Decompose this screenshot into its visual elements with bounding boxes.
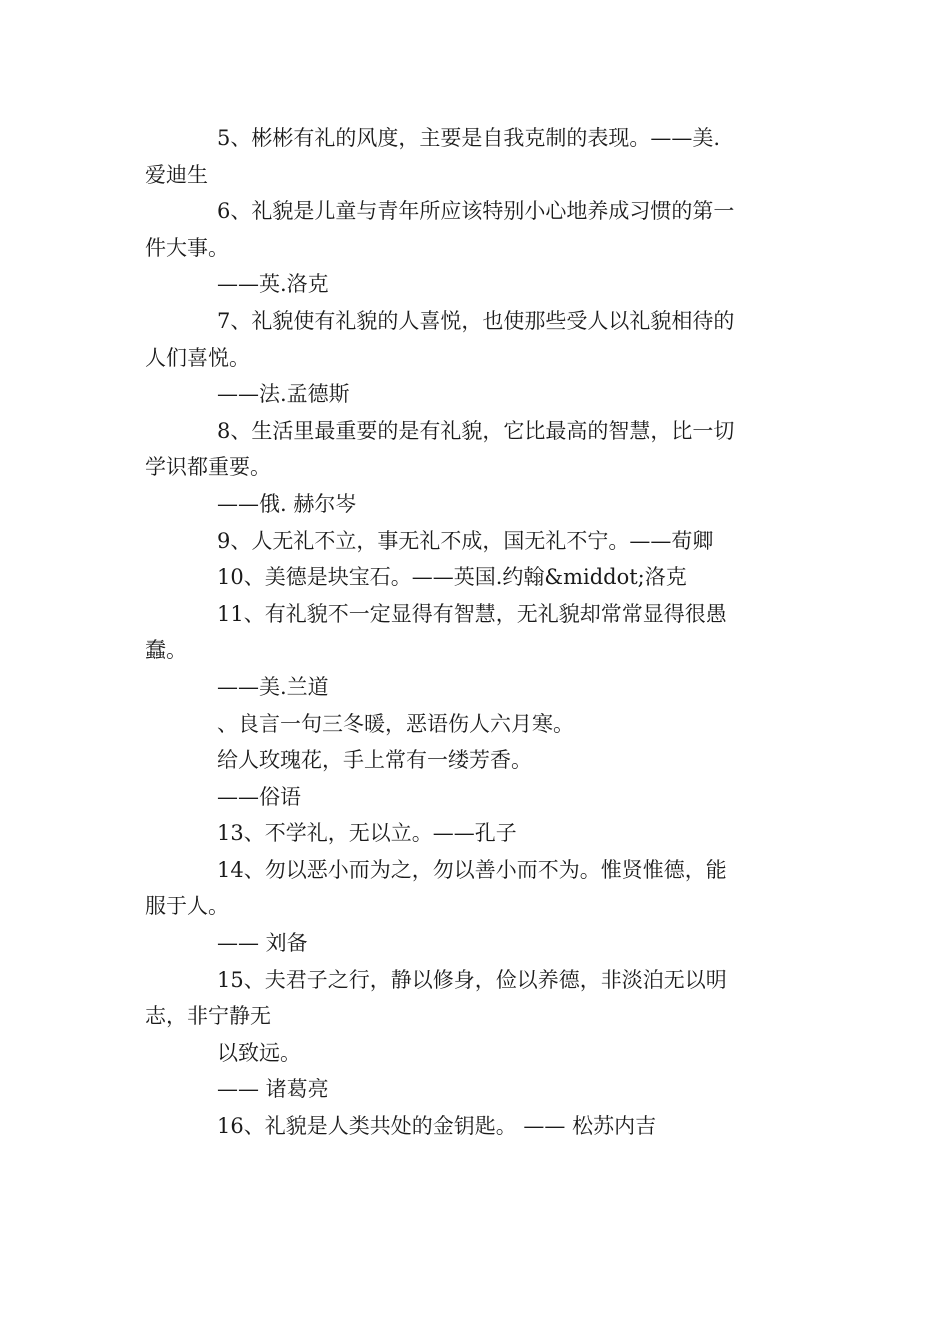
text-line: 8、生活里最重要的是有礼貌，它比最高的智慧，比一切	[217, 418, 735, 443]
text-line: ——美.兰道	[217, 674, 329, 699]
text-line: 、良言一句三冬暖，恶语伤人六月寒。	[217, 711, 574, 736]
text-line: 志，非宁静无	[145, 1004, 271, 1029]
text-line: ——法.孟德斯	[217, 382, 350, 407]
text-line: ——俗语	[217, 784, 301, 809]
text-line: 5、彬彬有礼的风度，主要是自我克制的表现。——美.	[217, 126, 721, 150]
text-line: 6、礼貌是儿童与青年所应该特别小心地养成习惯的第一	[217, 199, 735, 224]
text-line: 11、有礼貌不一定显得有智慧，无礼貌却常常显得很愚	[217, 601, 727, 626]
text-line: 件大事。	[145, 235, 229, 260]
text-line: ——俄. 赫尔岑	[217, 491, 357, 516]
text-line: 16、礼貌是人类共处的金钥匙。 —— 松苏内吉	[217, 1114, 657, 1139]
text-line: 9、人无礼不立，事无礼不成，国无礼不宁。——荀卿	[217, 528, 714, 553]
text-line: 爱迪生	[145, 162, 208, 187]
text-line: —— 诸葛亮	[217, 1077, 329, 1102]
text-line: 以致远。	[217, 1040, 301, 1065]
text-line: 学识都重要。	[145, 455, 271, 480]
text-line: 15、夫君子之行，静以修身，俭以养德，非淡泊无以明	[217, 967, 727, 992]
text-line: 蠢。	[145, 638, 187, 663]
text-line: 7、礼貌使有礼貌的人喜悦，也使那些受人以礼貌相待的	[217, 308, 735, 333]
text-line: 13、不学礼，无以立。——孔子	[217, 821, 517, 846]
document-page	[145, 120, 805, 1145]
text-line: ——英.洛克	[217, 272, 329, 297]
text-line: 人们喜悦。	[145, 345, 250, 370]
text-line: —— 刘备	[217, 931, 308, 956]
text-line: 服于人。	[145, 894, 229, 919]
text-line: 给人玫瑰花，手上常有一缕芳香。	[217, 748, 532, 773]
text-line: 10、美德是块宝石。——英国.约翰&middot;洛克	[217, 565, 687, 590]
text-line: 14、勿以恶小而为之，勿以善小而不为。惟贤惟德，能	[217, 857, 727, 882]
